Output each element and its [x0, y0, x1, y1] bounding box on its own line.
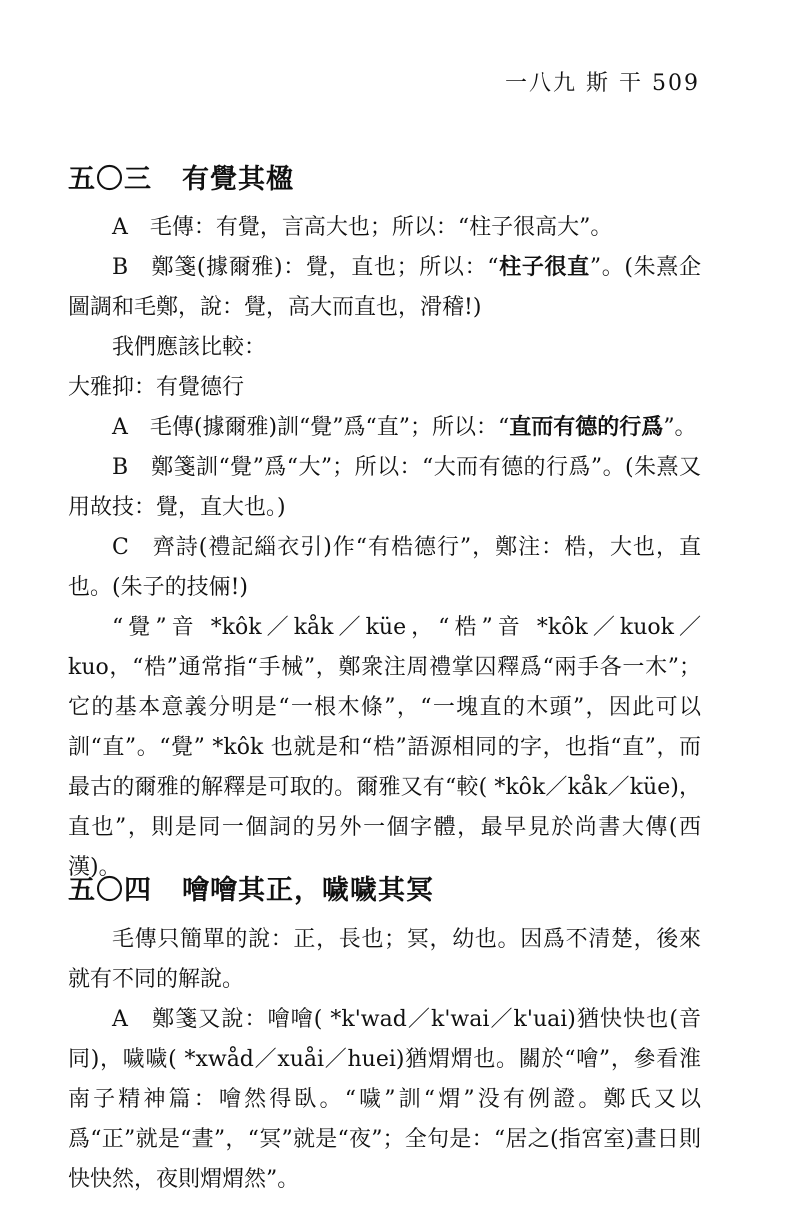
text-run: B 鄭箋(據爾雅)：覺，直也；所以：“ — [112, 255, 499, 280]
paragraph: 毛傳只簡單的說：正，長也；冥，幼也。因爲不清楚，後來就有不同的解說。 — [68, 927, 701, 992]
running-header: 一八九 斯 干 509 — [505, 71, 700, 96]
paragraph: 我們應該比較： — [112, 335, 267, 360]
paragraph — [68, 248, 701, 328]
section-503-body — [68, 208, 701, 888]
paragraph: A 鄭箋又說：噲噲( *k'wad／k'wai／k'uai)猶快快也(音同)，噦噦( *xwåd／xuåi／huei)猶煟煟也。關於“噲”，參看淮南子精神篇：噲然得臥。“噦”訓“煟”没有例證。鄭氏又以爲“正”就是“晝”，“冥”就是“夜”；全句是：“居之(指宮室)晝日則快快然，夜則煟煟然”。 — [68, 1007, 701, 1192]
text-run: ”。(朱熹企圖調和毛鄭，說：覺，高大而直也，滑稽!) — [68, 255, 701, 320]
section-504-body — [68, 920, 701, 1200]
paragraph: B 鄭箋訓“覺”爲“大”；所以：“大而有德的行爲”。(朱熹又用故技：覺，直大也。) — [68, 455, 701, 520]
bold-text: 柱子很直 — [498, 255, 590, 280]
section-heading-504 — [68, 868, 434, 907]
paragraph — [68, 408, 701, 448]
paragraph: “覺”音 *kôk／kåk／küe，“梏”音 *kôk／kuok／kuo，“梏”通常指“手械”，鄭衆注周禮掌囚釋爲“兩手各一木”；它的基本意義分明是“一根木條”，“一塊直的木頭”，因此可以訓“直”。“覺” *kôk 也就是和“梏”語源相同的字，也指“直”，而最古的爾雅的解釋是可取的。爾雅又有“較( *kôk／kåk／küe)，直也”，則是同一個詞的另外一個字體，最早見於尚書大傳(西漢)。 — [68, 615, 701, 880]
text-run: ”。 — [663, 415, 697, 440]
paragraph: C 齊詩(禮記緇衣引)作“有梏德行”，鄭注：梏，大也，直也。(朱子的技倆!) — [68, 535, 701, 600]
paragraph: 大雅抑：有覺德行 — [68, 375, 245, 400]
section-heading-503 — [68, 157, 294, 196]
text-run: A 毛傳(據爾雅)訓“覺”爲“直”；所以：“ — [112, 415, 510, 440]
paragraph: A 毛傳：有覺，言高大也；所以：“柱子很高大”。 — [112, 215, 613, 240]
bold-text: 直而有德的行爲 — [509, 415, 664, 440]
section-title: 噲噲其正，噦噦其冥 — [182, 875, 434, 906]
section-title: 有覺其楹 — [182, 164, 294, 195]
section-number: 五〇三 — [68, 164, 152, 195]
section-number: 五〇四 — [68, 875, 152, 906]
